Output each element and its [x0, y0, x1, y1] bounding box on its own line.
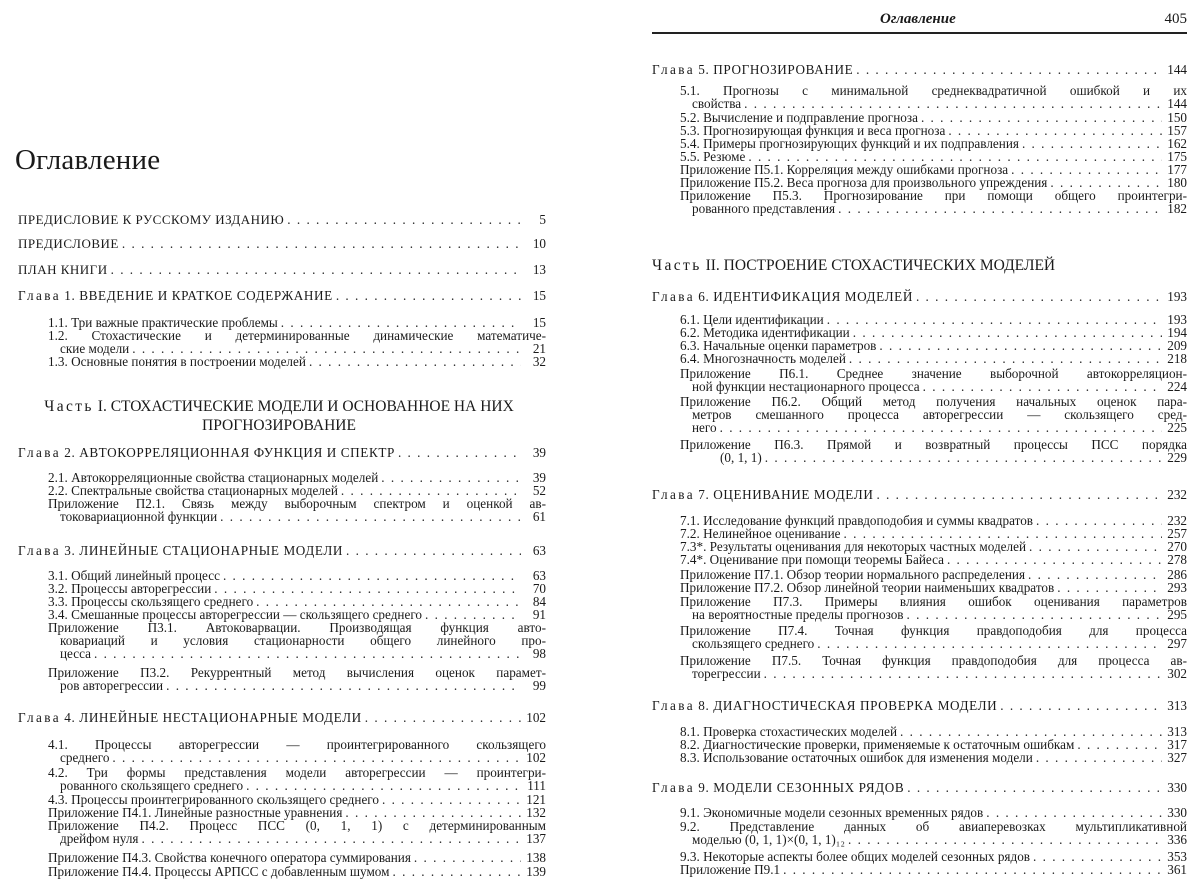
entry-title: 6.3. Начальные оценки параметров [680, 338, 877, 353]
entry-title-cont: (0, 1, 1) [720, 449, 762, 465]
entry-title: 3.1. Общий линейный процесс [48, 568, 220, 583]
toc-part-2 [652, 256, 1102, 275]
chapter-prefix: Глава [652, 487, 695, 502]
chapter-prefix: Глава [18, 445, 61, 460]
entry-page: 15 [532, 315, 546, 330]
entry-page: 229 [1167, 449, 1187, 465]
entry-title-cont2: цесса [60, 645, 91, 661]
chapter-title: 3. ЛИНЕЙНЫЕ СТАЦИОНАРНЫЕ МОДЕЛИ [64, 543, 343, 558]
entry-title-cont: скользящего среднего [692, 635, 815, 651]
chapter-prefix: Глава [652, 698, 695, 713]
entry-page: 193 [1167, 289, 1187, 304]
entry-title: ПЛАН КНИГИ [18, 262, 108, 277]
entry-page: 330 [1167, 780, 1187, 795]
entry-title: 5.1. Прогнозы с минимальной среднеквадратичной ошибкой и их [680, 83, 1187, 98]
entry-title: 6.1. Цели идентификации [680, 312, 824, 327]
entry-title: Приложение П7.5. Точная функция правдоподобия для процесса ав- [680, 653, 1187, 668]
toc-chapter-4[interactable] [18, 712, 546, 725]
part-prefix: Часть [652, 257, 702, 274]
entry-title: 9.2. Представление данных об авиаперевозках мультипликативной [680, 819, 1187, 834]
toc-entry-5-1[interactable] [680, 85, 1187, 111]
toc-entry-preface[interactable] [18, 238, 546, 251]
entry-page: 232 [1167, 513, 1187, 528]
toc-chapter-1[interactable] [18, 290, 546, 303]
chapter-prefix: Глава [18, 288, 61, 303]
toc-entry-1-2[interactable] [48, 330, 546, 356]
entry-title-cont: дрейфом нуля [60, 830, 139, 846]
page-title: Оглавление [15, 144, 161, 176]
right-page [600, 0, 1200, 895]
entry-title: 3.2. Процессы авторегрессии [48, 581, 212, 596]
entry-page: 297 [1167, 635, 1187, 651]
entry-title: 5.4. Примеры прогнозирующих функций и их подправления [680, 136, 1019, 151]
entry-page: 21 [532, 340, 546, 356]
entry-title: 6.4. Многозначность моделей [680, 351, 846, 366]
chapter-title: 8. ДИАГНОСТИЧЕСКАЯ ПРОВЕРКА МОДЕЛИ [698, 698, 998, 713]
entry-title: 2.1. Автокорреляционные свойства стационарных моделей [48, 470, 379, 485]
entry-title: Приложение П3.2. Рекуррентный метод вычисления оценок парамет- [48, 665, 546, 680]
chapter-prefix: Глава [652, 289, 695, 304]
toc-entry-3-app2[interactable] [48, 667, 546, 693]
entry-page: 302 [1167, 665, 1187, 681]
entry-page: 232 [1167, 487, 1187, 502]
entry-title: 8.3. Использование остаточных ошибок для изменения модели [680, 750, 1033, 765]
entry-page: 225 [1167, 419, 1187, 435]
entry-title-cont: метров смешанного процесса авторегрессии — скользящего сред- [692, 406, 1187, 422]
entry-title-cont: торегрессии [692, 665, 761, 681]
toc-chapter-9[interactable] [652, 782, 1187, 795]
chapter-title: 4. ЛИНЕЙНЫЕ НЕСТАЦИОНАРНЫЕ МОДЕЛИ [64, 710, 362, 725]
chapter-prefix: Глава [652, 780, 695, 795]
entry-page: 180 [1167, 175, 1187, 190]
entry-title-cont2: него [692, 419, 717, 435]
entry-title: Приложение П6.1. Среднее значение выборочной автокорреляцион- [680, 366, 1187, 381]
entry-page: 39 [532, 470, 546, 485]
part-title-cont: ПРОГНОЗИРОВАНИЕ [202, 417, 356, 434]
entry-title: 7.1. Исследование функций правдоподобия и суммы квадратов [680, 513, 1034, 528]
entry-title: Приложение П7.1. Обзор теории нормального распределения [680, 567, 1026, 582]
toc-entry-2-app1[interactable] [48, 498, 546, 524]
entry-title: Приложение П5.1. Корреляция между ошибками прогноза [680, 162, 1009, 177]
entry-title: 4.2. Три формы представления модели авторегрессии — проинтегри- [48, 765, 546, 780]
entry-page: 13 [532, 262, 546, 277]
toc-entry-4-1[interactable] [48, 739, 546, 765]
entry-title: 5.2. Вычисление и подправление прогноза [680, 110, 918, 125]
entry-title: 9.1. Экономичные модели сезонных временных рядов [680, 805, 984, 820]
entry-page: 317 [1167, 737, 1187, 752]
toc-entry-4-app4[interactable] [48, 866, 546, 879]
entry-page: 70 [532, 581, 546, 596]
entry-page: 39 [532, 445, 546, 460]
running-head-title: Оглавление [880, 11, 956, 27]
part-prefix: Часть [44, 398, 94, 415]
entry-page: 194 [1167, 325, 1187, 340]
entry-page: 144 [1167, 95, 1187, 111]
toc-chapter-5[interactable] [652, 64, 1187, 77]
entry-title: Приложение П4.2. Процесс ПСС (0, 1, 1) с детерминированным [48, 818, 546, 833]
entry-title: 3.3. Процессы скользящего среднего [48, 594, 254, 609]
entry-page: 98 [532, 645, 546, 661]
entry-page: 138 [526, 850, 546, 865]
entry-title: 1.3. Основные понятия в построении моделей [48, 354, 306, 369]
entry-title: 9.3. Некоторые аспекты более общих моделей сезонных рядов [680, 849, 1031, 864]
entry-page: 102 [526, 749, 546, 765]
entry-page: 162 [1167, 136, 1187, 151]
chapter-title: 5. ПРОГНОЗИРОВАНИЕ [698, 62, 854, 77]
entry-page: 257 [1167, 526, 1187, 541]
entry-page: 218 [1167, 351, 1187, 366]
entry-title: Приложение П5.3. Прогнозирование при помощи общего проинтегри- [680, 188, 1187, 203]
entry-title-cont: свойства [692, 95, 742, 111]
chapter-title: 9. МОДЕЛИ СЕЗОННЫХ РЯДОВ [698, 780, 905, 795]
entry-page: 293 [1167, 580, 1187, 595]
entry-page: 84 [532, 594, 546, 609]
toc-chapter-3[interactable] [18, 545, 546, 558]
chapter-prefix: Глава [18, 710, 61, 725]
entry-page: 137 [526, 830, 546, 846]
entry-title: 1.1. Три важные практические проблемы [48, 315, 278, 330]
entry-page: 32 [532, 354, 546, 369]
toc-entry-7-app3[interactable] [680, 596, 1187, 622]
toc-entry-5-app3[interactable] [680, 190, 1187, 216]
chapter-prefix: Глава [18, 543, 61, 558]
toc-chapter-8[interactable] [652, 700, 1187, 713]
entry-title: 5.3. Прогнозирующая функция и веса прогноза [680, 123, 946, 138]
toc-entry-4-2[interactable] [48, 767, 546, 793]
entry-page: 313 [1167, 698, 1187, 713]
entry-page: 177 [1167, 162, 1187, 177]
entry-title-cont: ковариаций и условия стационарности общего линейного про- [60, 632, 546, 648]
entry-page: 99 [532, 677, 546, 693]
entry-title-cont: токовариационной функции [60, 508, 218, 524]
entry-page: 10 [532, 236, 546, 251]
entry-title: 8.2. Диагностические проверки, применяемые к остаточным ошибкам [680, 737, 1075, 752]
entry-page: 102 [526, 710, 546, 725]
entry-page: 63 [532, 543, 546, 558]
entry-title: 7.3*. Результаты оценивания для некоторых частных моделей [680, 539, 1027, 554]
toc-entry-9-1[interactable] [680, 807, 1187, 820]
toc-entry-6-4[interactable] [680, 353, 1187, 366]
entry-title-cont: ров авторегрессии [60, 677, 164, 693]
entry-page: 121 [526, 792, 546, 807]
running-head [652, 10, 1187, 34]
toc-entry-6-app3[interactable] [680, 439, 1187, 465]
entry-title: 2.2. Спектральные свойства стационарных моделей [48, 483, 338, 498]
entry-title: 3.4. Смешанные процессы авторегрессии — скользящего среднего [48, 607, 423, 622]
entry-page: 278 [1167, 552, 1187, 567]
toc-entry-6-app2[interactable] [680, 396, 1187, 434]
page-number: 405 [1164, 11, 1187, 27]
entry-page: 132 [526, 805, 546, 820]
toc-entry-4-app3[interactable] [48, 852, 546, 865]
entry-title: 7.4*. Оценивание при помощи теоремы Байеса [680, 552, 944, 567]
entry-page: 286 [1167, 567, 1187, 582]
chapter-title: 2. АВТОКОРРЕЛЯЦИОННАЯ ФУНКЦИЯ И СПЕКТР [64, 445, 395, 460]
entry-title: 4.3. Процессы проинтегрированного скользящего среднего [48, 792, 379, 807]
entry-page: 5 [539, 212, 546, 227]
toc-entry-plan[interactable] [18, 264, 546, 277]
entry-title: 8.1. Проверка стохастических моделей [680, 724, 898, 739]
entry-title: Приложение П2.1. Связь между выборочным спектром и оценкой ав- [48, 496, 546, 511]
entry-title: 7.2. Нелинейное оценивание [680, 526, 841, 541]
entry-title-cont: на вероятностные пределы прогнозов [692, 606, 904, 622]
toc-entry-8-3[interactable] [680, 752, 1187, 765]
entry-title: Приложение П7.4. Точная функция правдоподобия для процесса [680, 623, 1187, 638]
entry-page: 175 [1167, 149, 1187, 164]
entry-page: 61 [532, 508, 546, 524]
toc-entry-1-3[interactable] [48, 356, 546, 369]
entry-title: Приложение П4.1. Линейные разностные уравнения [48, 805, 343, 820]
entry-title: Приложение П6.3. Прямой и возвратный процессы ПСС порядка [680, 437, 1187, 452]
entry-title-cont: среднего [60, 749, 110, 765]
chapter-title: 7. ОЦЕНИВАНИЕ МОДЕЛИ [698, 487, 874, 502]
entry-title-cont: ной функции нестационарного процесса [692, 378, 920, 394]
toc-entry-7-app5[interactable] [680, 655, 1187, 681]
entry-title: ПРЕДИСЛОВИЕ К РУССКОМУ ИЗДАНИЮ [18, 212, 285, 227]
toc-entry-7-4[interactable] [680, 554, 1187, 567]
entry-page: 336 [1167, 831, 1187, 847]
entry-page: 52 [532, 483, 546, 498]
toc-entry-3-app1[interactable] [48, 622, 546, 660]
chapter-prefix: Глава [652, 62, 695, 77]
entry-title: Приложение П3.1. Автоковарвации. Производящая функция авто- [48, 620, 546, 635]
toc-chapter-7[interactable] [652, 489, 1187, 502]
entry-page: 330 [1167, 805, 1187, 820]
toc-chapter-2[interactable] [18, 447, 546, 460]
entry-page: 270 [1167, 539, 1187, 554]
entry-page: 63 [532, 568, 546, 583]
toc-part-1 [14, 397, 544, 435]
entry-title: Приложение П4.4. Процессы АРПСС с добавленным шумом [48, 864, 390, 879]
entry-title: ПРЕДИСЛОВИЕ [18, 236, 119, 251]
entry-page: 224 [1167, 378, 1187, 394]
entry-page: 313 [1167, 724, 1187, 739]
entry-page: 91 [532, 607, 546, 622]
entry-page: 157 [1167, 123, 1187, 138]
toc-entry-9-app1[interactable] [680, 864, 1187, 877]
entry-page: 361 [1167, 862, 1187, 877]
entry-title: Приложение П7.2. Обзор линейной теории наименьших квадратов [680, 580, 1055, 595]
entry-page: 150 [1167, 110, 1187, 125]
entry-page: 182 [1167, 200, 1187, 216]
part-title: I. СТОХАСТИЧЕСКИЕ МОДЕЛИ И ОСНОВАННОЕ НА НИХ [97, 398, 514, 415]
toc-entry-5-4[interactable] [680, 138, 1187, 151]
entry-page: 327 [1167, 750, 1187, 765]
entry-page: 193 [1167, 312, 1187, 327]
toc-entry-preface-russian[interactable] [18, 214, 546, 227]
entry-title: 4.1. Процессы авторегрессии — проинтегрированного скользящего [48, 737, 546, 752]
entry-title-cont: ские модели [60, 340, 130, 356]
entry-page: 111 [527, 777, 546, 793]
toc-entry-7-app2[interactable] [680, 582, 1187, 595]
entry-title: Приложение П4.3. Свойства конечного оператора суммирования [48, 850, 411, 865]
toc-entry-6-app1[interactable] [680, 368, 1187, 394]
entry-page: 209 [1167, 338, 1187, 353]
toc-chapter-6[interactable] [652, 291, 1187, 304]
entry-page: 295 [1167, 606, 1187, 622]
entry-title: Приложение П6.2. Общий метод получения начальных оценок пара- [680, 394, 1187, 409]
entry-title: 5.5. Резюме [680, 149, 746, 164]
part-title: II. ПОСТРОЕНИЕ СТОХАСТИЧЕСКИХ МОДЕЛЕЙ [705, 257, 1056, 274]
entry-title: 6.2. Методика идентификации [680, 325, 850, 340]
entry-title: Приложение П5.2. Веса прогноза для произвольного упреждения [680, 175, 1048, 190]
entry-title-cont: рованного скользящего среднего [60, 777, 244, 793]
entry-page: 139 [526, 864, 546, 879]
toc-entry-9-2[interactable] [680, 821, 1187, 847]
entry-title: 1.2. Стохастические и детерминированные динамические математиче- [48, 328, 546, 343]
chapter-title: 1. ВВЕДЕНИЕ И КРАТКОЕ СОДЕРЖАНИЕ [64, 288, 333, 303]
toc-entry-7-app4[interactable] [680, 625, 1187, 651]
toc-entry-4-app2[interactable] [48, 820, 546, 846]
entry-page: 353 [1167, 849, 1187, 864]
entry-page: 144 [1167, 62, 1187, 77]
entry-title-cont: рованного представления [692, 200, 836, 216]
chapter-title: 6. ИДЕНТИФИКАЦИЯ МОДЕЛЕЙ [698, 289, 913, 304]
entry-title: Приложение П7.3. Примеры влияния ошибок оценивания параметров [680, 594, 1187, 609]
entry-title: Приложение П9.1 [680, 862, 781, 877]
entry-page: 15 [532, 288, 546, 303]
entry-title-cont: моделью (0, 1, 1)×(0, 1, 1)₁₂ [692, 831, 846, 847]
